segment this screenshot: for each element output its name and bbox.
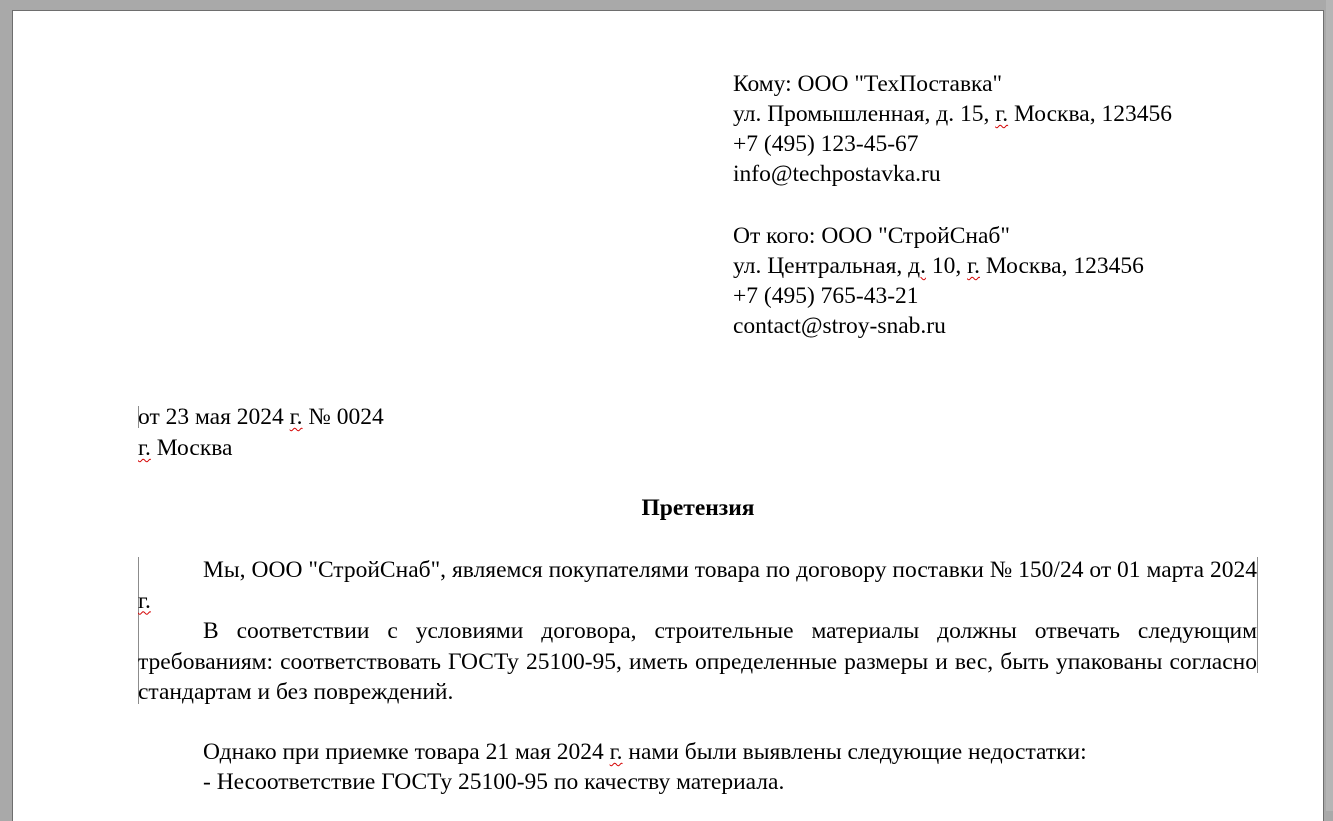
city-text: Москва	[150, 435, 233, 461]
defect-list-item: - Несоответствие ГОСТу 25100-95 по качеству материала.	[203, 769, 785, 795]
spellcheck-word: г.	[138, 435, 151, 461]
right-margin-marker	[1257, 557, 1258, 673]
recipient-address-part: Москва, 123456	[1008, 101, 1172, 127]
document-page	[12, 10, 1324, 821]
sender-name: ООО "СтройСнаб"	[821, 223, 1010, 249]
spellcheck-word: г.	[138, 587, 151, 614]
paragraph-text: Мы, ООО "СтройСнаб", являемся покупателями товара по договору поставки № 150/24 от 01 марта 2024	[203, 557, 1257, 583]
sender-address	[733, 251, 1144, 281]
sender-email: contact@stroy-snab.ru	[733, 313, 946, 339]
recipient-name-line	[733, 69, 1002, 99]
recipient-address	[733, 99, 1172, 129]
date-text: от 23 мая 2024	[138, 404, 290, 430]
spellcheck-word: г.	[967, 253, 980, 279]
sender-address-part: 10,	[925, 253, 968, 279]
paragraph-contract	[138, 555, 1257, 616]
spellcheck-word: д.	[908, 253, 926, 279]
recipient-name: ООО "ТехПоставка"	[797, 71, 1003, 97]
spellcheck-word: г.	[289, 404, 303, 430]
paragraph-text: нами были выявлены следующие недостатки:	[622, 739, 1087, 765]
recipient-address-part: ул. Промышленная, д. 15,	[733, 101, 996, 127]
sender-name-line	[733, 221, 1010, 251]
paragraph-requirements: В соответствии с условиями договора, строительные материалы должны отвечать следующим требованиям: соответствовать ГОСТу 25100-95, иметь определенные размеры и вес, быть упакованы согласно стандартам и без повреждений.	[138, 618, 1257, 705]
document-title: Претензия	[641, 495, 755, 521]
recipient-phone: +7 (495) 123-45-67	[733, 131, 919, 157]
recipient-label: Кому:	[733, 71, 792, 97]
recipient-email: info@techpostavka.ru	[733, 161, 941, 187]
document-city	[138, 433, 232, 463]
sender-address-part: ул. Центральная,	[733, 253, 909, 279]
document-date-number	[138, 402, 384, 432]
sender-label: От кого:	[733, 223, 816, 249]
sender-phone: +7 (495) 765-43-21	[733, 283, 919, 309]
document-number: № 0024	[302, 404, 384, 430]
spellcheck-word: г.	[609, 739, 623, 765]
paragraph-defects-intro	[138, 737, 1257, 768]
paragraph-text: Однако при приемке товара 21 мая 2024	[203, 739, 610, 765]
window-edge	[1326, 0, 1333, 811]
spellcheck-word: г.	[995, 101, 1009, 127]
sender-address-part: Москва, 123456	[979, 253, 1144, 279]
